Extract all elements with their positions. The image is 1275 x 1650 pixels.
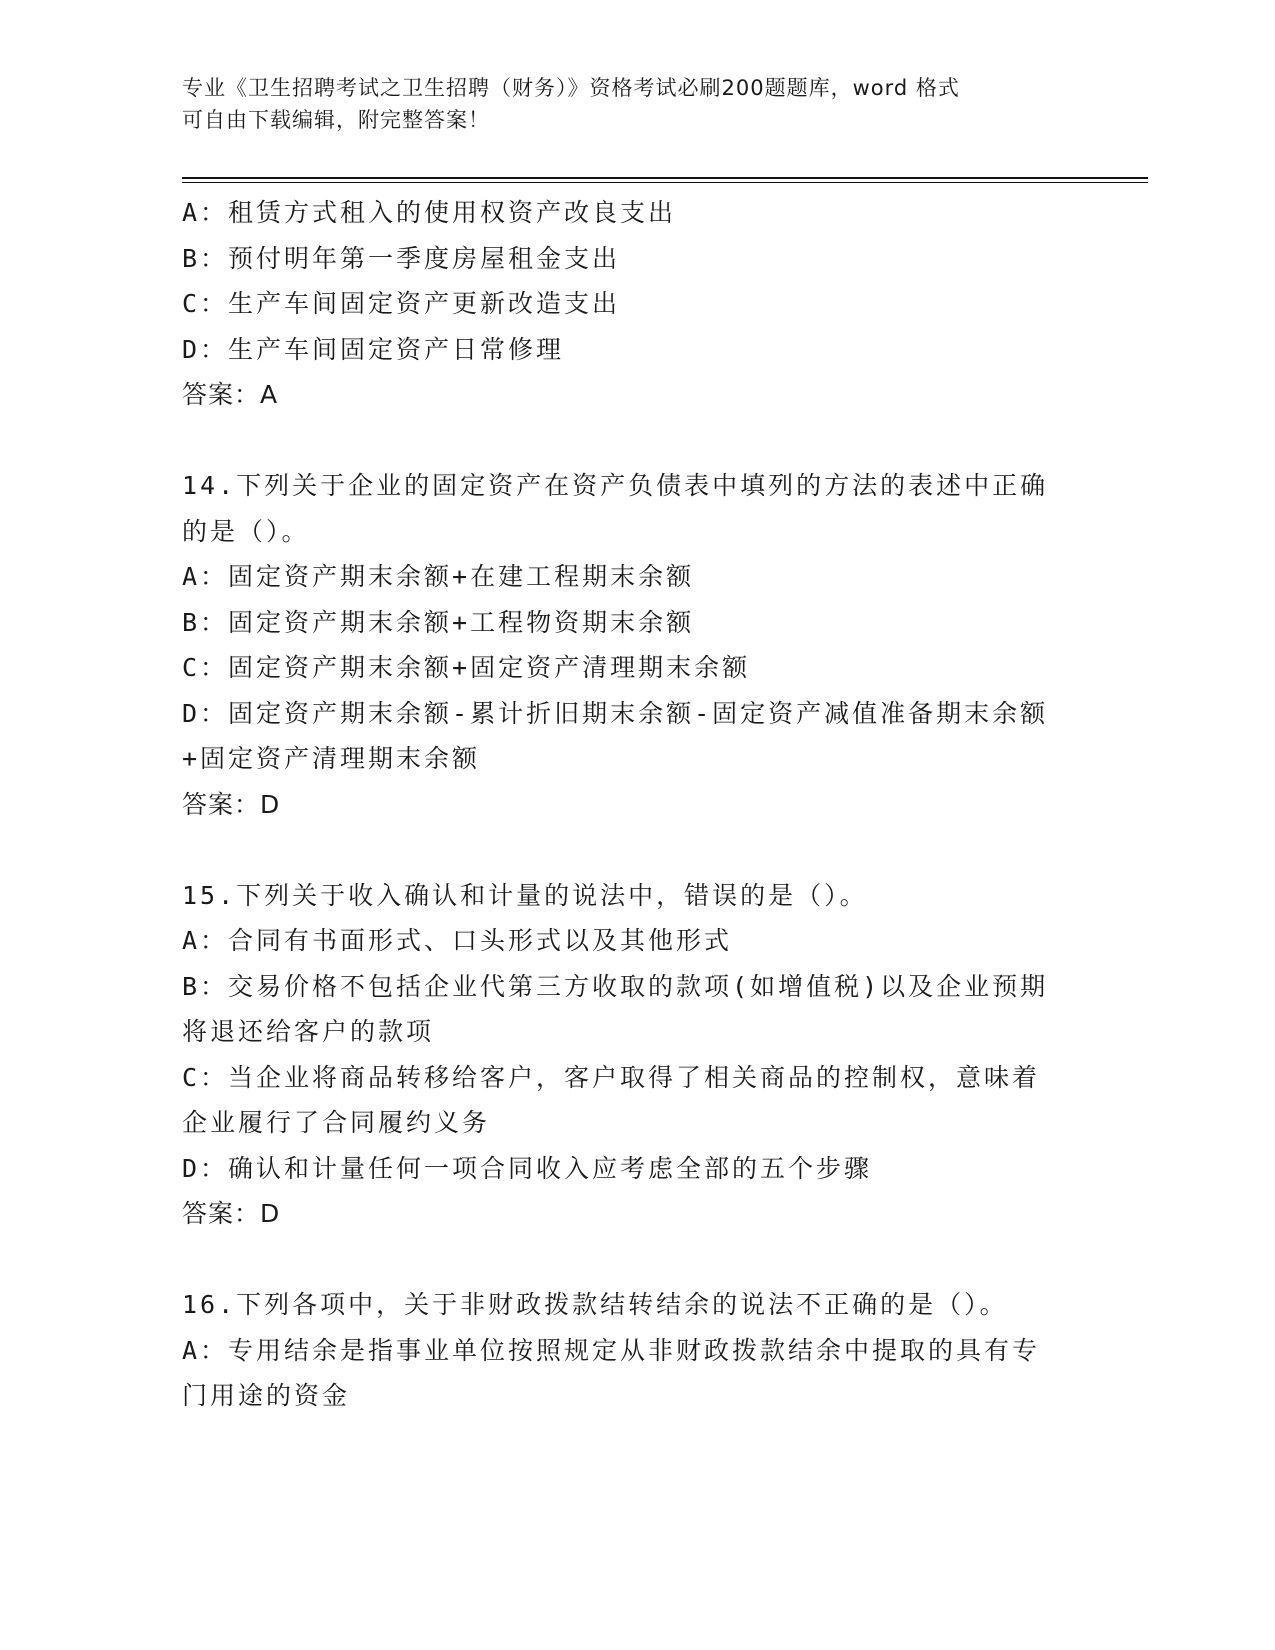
q15-option-a: A：合同有书面形式、口头形式以及其他形式 [182, 926, 733, 955]
spacer [182, 418, 1062, 464]
q16-option-a-line-2: 门用途的资金 [182, 1381, 351, 1410]
q15-option-c-line-2: 企业履行了合同履约义务 [182, 1108, 491, 1137]
q15-option-c-line-1: C：当企业将商品转移给客户，客户取得了相关商品的控制权，意味着 [182, 1062, 1041, 1092]
header-rule-thick [182, 177, 1148, 179]
q14-option-c: C：固定资产期末余额+固定资产清理期末余额 [182, 653, 751, 682]
q14-question-line-2: 的是（）。 [182, 516, 310, 546]
q16-option-a-line-1: A：专用结余是指事业单位按照规定从非财政拨款结余中提取的具有专 [182, 1335, 1041, 1365]
q16-question: 16.下列各项中，关于非财政拨款结转结余的说法不正确的是（）。 [182, 1290, 1008, 1319]
q13-answer: 答案：A [182, 380, 279, 409]
q15-option-b-line-1: B：交易价格不包括企业代第三方收取的款项(如增值税)以及企业预期 [182, 971, 1049, 1001]
q14-answer: 答案：D [182, 789, 281, 819]
q14-option-d-line-2: +固定资产清理期末余额 [182, 744, 481, 773]
q14-option-a: A：固定资产期末余额+在建工程期末余额 [182, 562, 695, 591]
q15-option-d: D：确认和计量任何一项合同收入应考虑全部的五个步骤 [182, 1153, 873, 1183]
header-line-1: 专业《卫生招聘考试之卫生招聘（财务）》资格考试必刷200题题库，word 格式 [182, 76, 960, 100]
header-line-2: 可自由下载编辑，附完整答案！ [182, 108, 490, 132]
document-body [182, 190, 1062, 1419]
q13-option-b: B：预付明年第一季度房屋租金支出 [182, 243, 621, 273]
q14-option-b: B：固定资产期末余额+工程物资期末余额 [182, 607, 695, 637]
q13-option-a: A：租赁方式租入的使用权资产改良支出 [182, 198, 677, 227]
q14-option-d-line-1: D：固定资产期末余额-累计折旧期末余额-固定资产减值准备期末余额 [182, 698, 1049, 728]
q15-answer: 答案：D [182, 1199, 281, 1228]
spacer [182, 1237, 1062, 1283]
spacer [182, 827, 1062, 873]
q15-question: 15.下列关于收入确认和计量的说法中，错误的是（）。 [182, 880, 868, 910]
q14-question-line-1: 14.下列关于企业的固定资产在资产负债表中填列的方法的表述中正确 [182, 471, 1049, 500]
q15-option-b-line-2: 将退还给客户的款项 [182, 1017, 435, 1046]
document-header [182, 72, 1062, 136]
q13-option-c: C：生产车间固定资产更新改造支出 [182, 289, 621, 318]
q13-option-d: D：生产车间固定资产日常修理 [182, 334, 565, 364]
header-rule-thin [182, 182, 1148, 183]
